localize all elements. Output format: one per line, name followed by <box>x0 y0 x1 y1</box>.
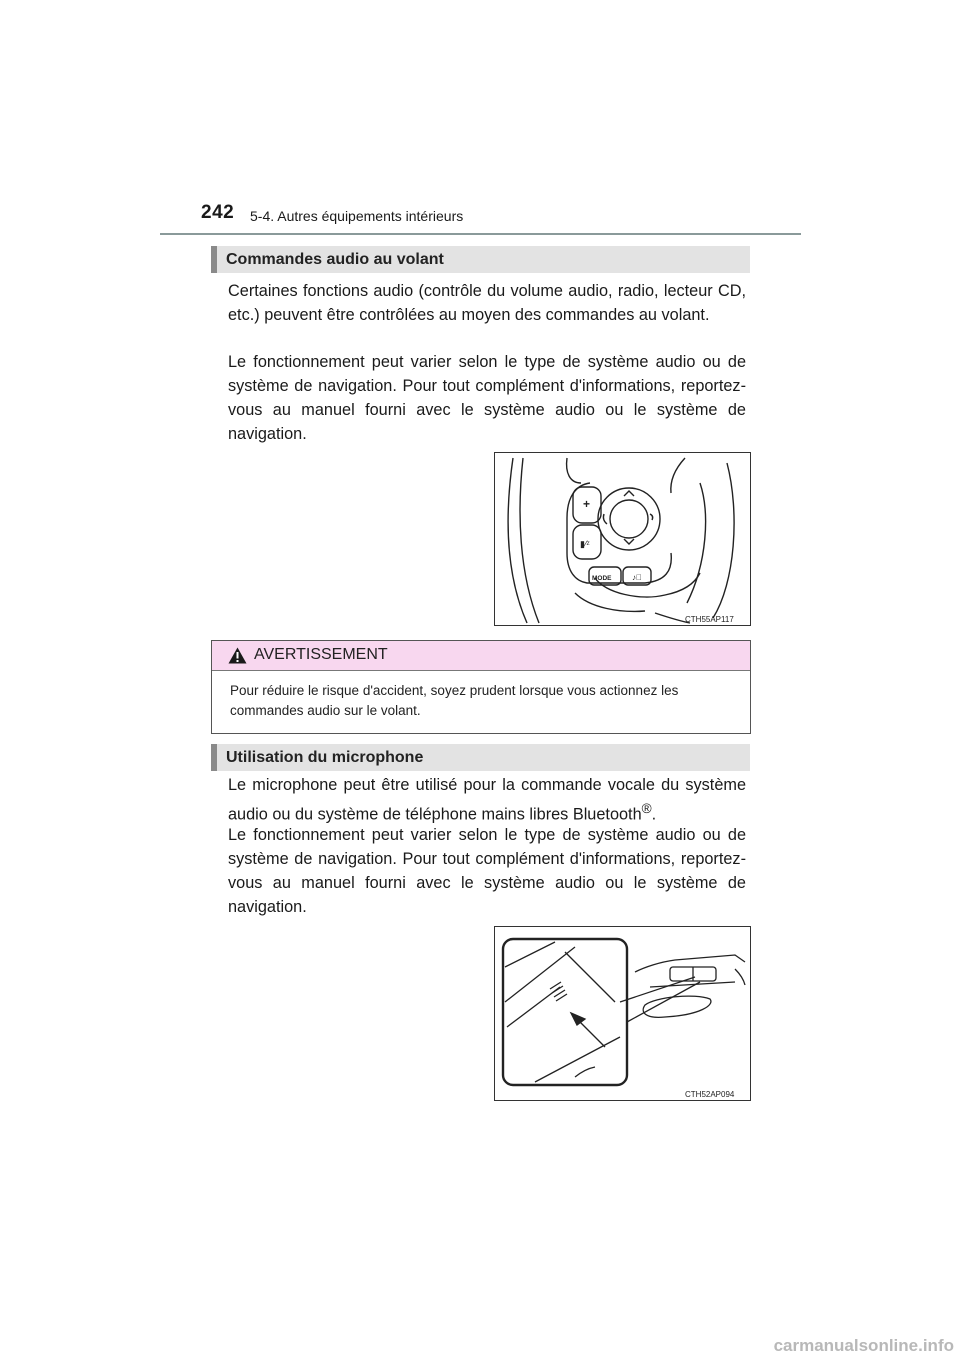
paragraph-microphone-intro <box>228 773 746 826</box>
section-heading-audio-controls <box>211 246 750 273</box>
microphone-location-figure <box>494 926 751 1101</box>
warning-box <box>211 640 751 734</box>
paragraph-microphone-intro-end: . <box>651 805 657 824</box>
warning-text: Pour réduire le risque d'accident, soyez prudent lorsque vous actionnez les commandes audio sur le volant. <box>230 683 679 718</box>
footer-watermark[interactable]: carmanualsonline.info <box>773 1336 954 1355</box>
chapter-title: 5-4. Autres équipements intérieurs <box>250 208 464 224</box>
svg-text:♪⃕: ♪⃕ <box>632 573 642 582</box>
warning-triangle-icon <box>228 647 247 664</box>
paragraph-audio-note: Le fonctionnement peut varier selon le type de système audio ou de système de navigation. Pour tout complément d'informations, reportez-vous au manuel fourni avec le système audio ou le système de navigation. <box>228 353 746 443</box>
mode-button-label: MODE <box>592 575 612 582</box>
paragraph-microphone-note: Le fonctionnement peut varier selon le type de système audio ou de système de navigation. Pour tout complément d'informations, reportez-vous au manuel fourni avec le système audio ou le système de navigation. <box>228 826 746 916</box>
registered-mark: ® <box>641 801 652 816</box>
svg-text:+: + <box>583 497 591 511</box>
page-number: 242 <box>201 202 235 223</box>
warning-title: AVERTISSEMENT <box>254 646 388 663</box>
steering-wheel-controls-figure <box>494 452 751 626</box>
steering-wheel-illustration <box>495 453 750 625</box>
microphone-illustration <box>495 927 750 1100</box>
paragraph-audio-intro: Certaines fonctions audio (contrôle du volume audio, radio, lecteur CD, etc.) peuvent être contrôlées au moyen des commandes au volant. <box>228 282 746 324</box>
svg-text:▮⁄ᶻ: ▮⁄ᶻ <box>580 539 590 549</box>
warning-header <box>212 641 750 671</box>
section-heading-audio-controls-text: Commandes audio au volant <box>226 251 444 268</box>
header-rule <box>160 233 801 235</box>
paragraph-microphone-intro-text: Le microphone peut être utilisé pour la commande vocale du système audio ou du système de téléphone mains libres Bluetooth <box>228 776 746 824</box>
section-heading-microphone <box>211 744 750 771</box>
figure-code-microphone: CTH52AP094 <box>685 1090 735 1099</box>
figure-code-steering: CTH55AP117 <box>685 615 734 624</box>
section-heading-microphone-text: Utilisation du microphone <box>226 749 424 766</box>
